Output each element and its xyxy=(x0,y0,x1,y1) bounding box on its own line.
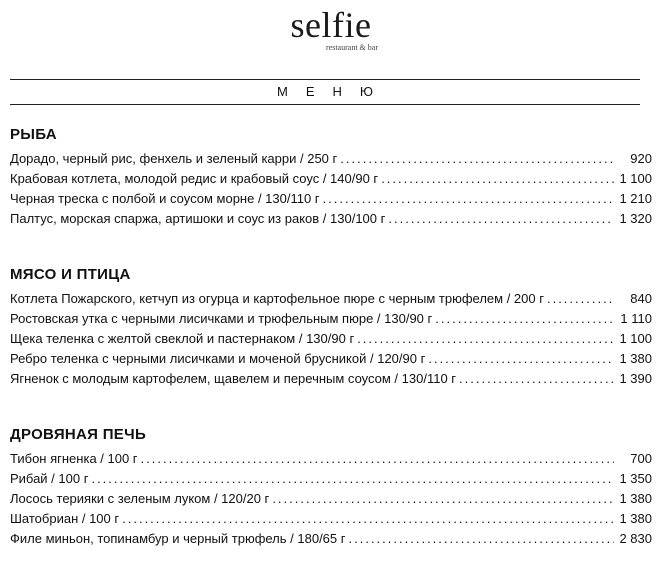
restaurant-logo xyxy=(0,6,662,53)
dot-leader xyxy=(323,189,614,209)
item-name: Ростовская утка с черными лисичками и трюфельным пюре / 130/90 г xyxy=(10,311,433,326)
menu-item xyxy=(10,529,652,549)
item-name: Филе миньон, топинамбур и черный трюфель / 180/65 г xyxy=(10,531,346,546)
menu-item xyxy=(10,209,652,229)
menu-item xyxy=(10,289,652,309)
menu-item xyxy=(10,449,652,469)
item-name: Тибон ягненка / 100 г xyxy=(10,451,138,466)
dot-leader xyxy=(272,489,614,509)
item-price: 920 xyxy=(630,151,652,166)
dot-leader xyxy=(349,529,615,549)
menu-item xyxy=(10,189,652,209)
item-name: Котлета Пожарского, кетчуп из огурца и картофельное пюре с черным трюфелем / 200 г xyxy=(10,291,544,306)
item-name: Шатобриан / 100 г xyxy=(10,511,120,526)
item-price: 1 380 xyxy=(619,491,652,506)
dot-leader xyxy=(340,149,614,169)
item-price: 1 390 xyxy=(619,371,652,386)
item-price: 840 xyxy=(630,291,652,306)
item-price: 1 210 xyxy=(619,191,652,206)
section-title: МЯСО И ПТИЦА xyxy=(10,266,131,283)
item-price: 1 380 xyxy=(619,351,652,366)
item-name: Ребро теленка с черными лисичками и моченой брусникой / 120/90 г xyxy=(10,351,426,366)
dot-leader xyxy=(459,369,614,389)
section-title: ДРОВЯНАЯ ПЕЧЬ xyxy=(10,426,147,443)
menu-item xyxy=(10,309,652,329)
dot-leader xyxy=(388,209,614,229)
dot-leader xyxy=(381,169,614,189)
item-name: Щека теленка с желтой свеклой и пастернаком / 130/90 г xyxy=(10,331,355,346)
menu-item xyxy=(10,149,652,169)
item-price: 700 xyxy=(630,451,652,466)
item-name: Рибай / 100 г xyxy=(10,471,89,486)
dot-leader xyxy=(141,449,614,469)
dot-leader xyxy=(122,509,614,529)
item-name: Дорадо, черный рис, фенхель и зеленый карри / 250 г xyxy=(10,151,338,166)
item-price: 1 350 xyxy=(619,471,652,486)
item-price: 1 320 xyxy=(619,211,652,226)
dot-leader xyxy=(357,329,614,349)
dot-leader xyxy=(435,309,614,329)
item-price: 1 100 xyxy=(619,171,652,186)
item-name: Крабовая котлета, молодой редис и крабовый соус / 140/90 г xyxy=(10,171,379,186)
dot-leader xyxy=(547,289,614,309)
logo-wordmark: selfie xyxy=(290,5,372,45)
item-name: Лосось терияки с зеленым луком / 120/20 г xyxy=(10,491,270,506)
menu-item xyxy=(10,169,652,189)
dot-leader xyxy=(91,469,614,489)
menu-item xyxy=(10,489,652,509)
section-fish xyxy=(10,125,652,229)
menu-item xyxy=(10,349,652,369)
section-title: РЫБА xyxy=(10,126,57,143)
item-price: 1 380 xyxy=(619,511,652,526)
section-wood-oven xyxy=(10,425,652,549)
item-price: 1 110 xyxy=(620,311,652,326)
section-meat-poultry xyxy=(10,265,652,389)
item-name: Черная треска с полбой и соусом морне / 130/110 г xyxy=(10,191,320,206)
item-name: Палтус, морская спаржа, артишоки и соус из раков / 130/100 г xyxy=(10,211,386,226)
menu-item xyxy=(10,509,652,529)
menu-item xyxy=(10,329,652,349)
dot-leader xyxy=(428,349,614,369)
logo-subtitle: restaurant & bar xyxy=(326,43,378,52)
menu-header: МЕНЮ xyxy=(10,79,640,105)
item-price: 2 830 xyxy=(619,531,652,546)
item-name: Ягненок с молодым картофелем, щавелем и перечным соусом / 130/110 г xyxy=(10,371,457,386)
item-price: 1 100 xyxy=(619,331,652,346)
menu-item xyxy=(10,369,652,389)
menu-item xyxy=(10,469,652,489)
